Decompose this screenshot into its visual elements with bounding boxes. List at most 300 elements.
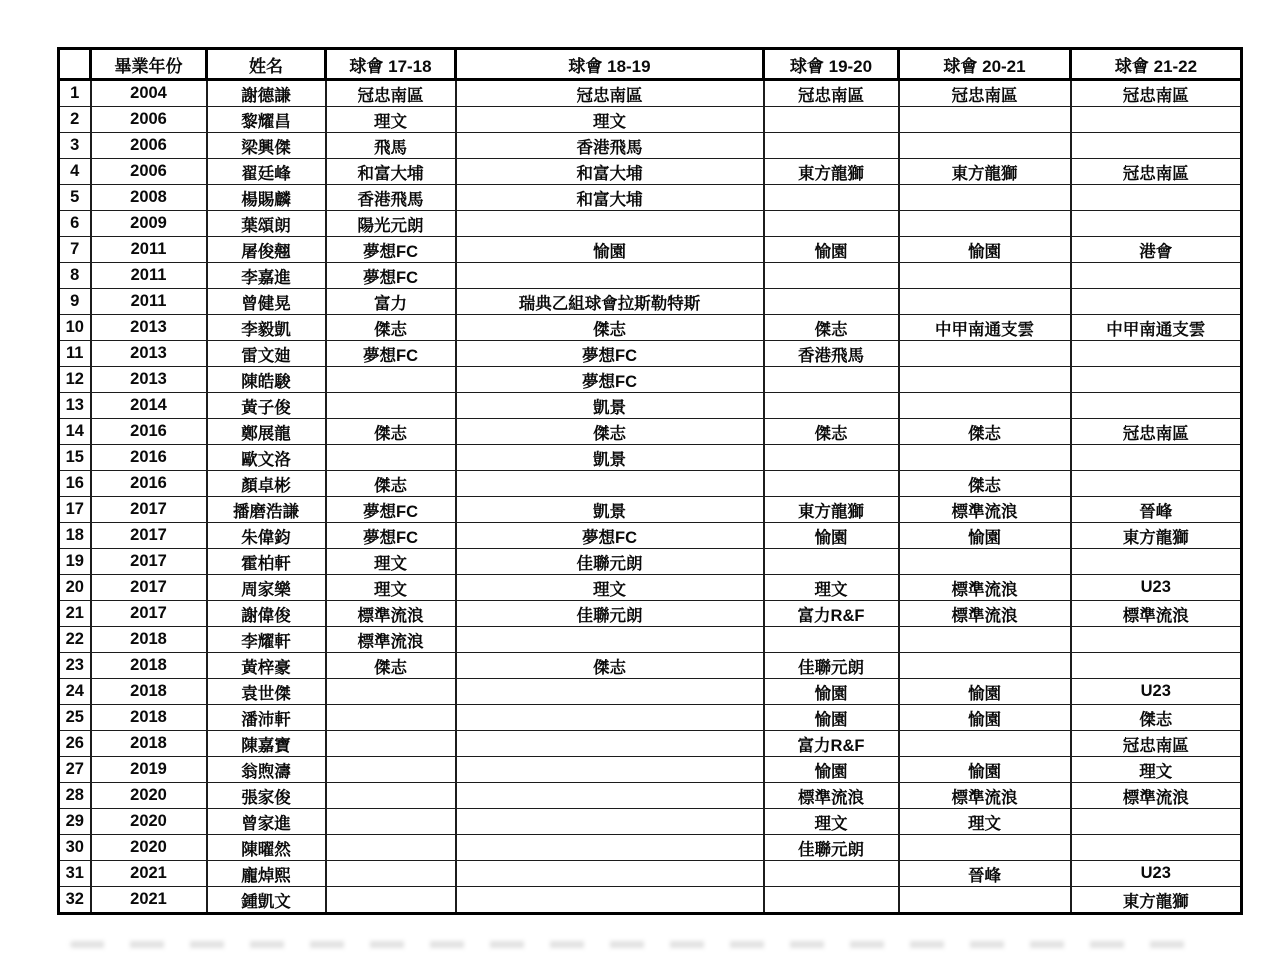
table-row (59, 393, 1242, 419)
cell-row-number: 8 (59, 263, 91, 289)
table-row (59, 627, 1242, 653)
cell-club-18-19 (456, 809, 764, 835)
cell-club-17-18: 陽光元朗 (326, 211, 456, 237)
cell-club-18-19 (456, 263, 764, 289)
cell-club-17-18 (326, 731, 456, 757)
cell-row-number: 14 (59, 419, 91, 445)
cell-club-20-21 (899, 289, 1071, 315)
cell-club-18-19 (456, 887, 764, 914)
table-row (59, 653, 1242, 679)
cell-club-18-19: 瑞典乙組球會拉斯勒特斯 (456, 289, 764, 315)
cell-club-21-22 (1071, 289, 1242, 315)
table-row (59, 783, 1242, 809)
table-row (59, 445, 1242, 471)
cell-club-19-20: 佳聯元朗 (764, 653, 899, 679)
cell-player-name: 翟廷峰 (207, 159, 326, 185)
cell-club-17-18: 夢想FC (326, 237, 456, 263)
cell-club-19-20 (764, 289, 899, 315)
header-club-18-19: 球會 18-19 (456, 49, 764, 80)
cell-row-number: 5 (59, 185, 91, 211)
header-club-20-21: 球會 20-21 (899, 49, 1071, 80)
cell-club-18-19: 傑志 (456, 419, 764, 445)
cell-club-19-20: 香港飛馬 (764, 341, 899, 367)
cell-player-name: 曾健晃 (207, 289, 326, 315)
cell-grad-year: 2008 (91, 185, 207, 211)
cell-row-number: 28 (59, 783, 91, 809)
cell-club-18-19: 凱景 (456, 497, 764, 523)
cell-club-20-21 (899, 107, 1071, 133)
cell-club-20-21: 東方龍獅 (899, 159, 1071, 185)
cell-club-21-22: 冠忠南區 (1071, 159, 1242, 185)
cell-row-number: 29 (59, 809, 91, 835)
table-row (59, 497, 1242, 523)
cell-grad-year: 2016 (91, 419, 207, 445)
cell-club-17-18: 冠忠南區 (326, 80, 456, 107)
cell-club-19-20: 東方龍獅 (764, 159, 899, 185)
cell-club-17-18: 和富大埔 (326, 159, 456, 185)
cell-club-21-22: 東方龍獅 (1071, 523, 1242, 549)
cell-row-number: 1 (59, 80, 91, 107)
cell-club-18-19: 佳聯元朗 (456, 601, 764, 627)
cell-club-19-20 (764, 367, 899, 393)
cell-player-name: 顏卓彬 (207, 471, 326, 497)
cell-row-number: 18 (59, 523, 91, 549)
cell-row-number: 3 (59, 133, 91, 159)
cell-row-number: 9 (59, 289, 91, 315)
cell-club-21-22 (1071, 341, 1242, 367)
cell-club-18-19: 夢想FC (456, 523, 764, 549)
cell-club-21-22: 理文 (1071, 757, 1242, 783)
cell-player-name: 鍾凱文 (207, 887, 326, 914)
cell-club-19-20 (764, 861, 899, 887)
cell-club-20-21 (899, 731, 1071, 757)
table-row (59, 679, 1242, 705)
cell-club-19-20 (764, 445, 899, 471)
cell-club-19-20: 冠忠南區 (764, 80, 899, 107)
cell-club-18-19 (456, 861, 764, 887)
cell-club-19-20 (764, 107, 899, 133)
cell-player-name: 謝德謙 (207, 80, 326, 107)
table-row (59, 367, 1242, 393)
table-row (59, 575, 1242, 601)
cell-club-18-19: 理文 (456, 107, 764, 133)
cell-row-number: 13 (59, 393, 91, 419)
cell-row-number: 24 (59, 679, 91, 705)
cell-club-21-22: 冠忠南區 (1071, 731, 1242, 757)
cell-row-number: 4 (59, 159, 91, 185)
header-club-19-20: 球會 19-20 (764, 49, 899, 80)
cell-club-21-22: 港會 (1071, 237, 1242, 263)
cell-grad-year: 2017 (91, 497, 207, 523)
table-row (59, 419, 1242, 445)
cell-player-name: 雷文廸 (207, 341, 326, 367)
cell-club-17-18 (326, 679, 456, 705)
cell-club-21-22 (1071, 835, 1242, 861)
cell-player-name: 陳嘉寶 (207, 731, 326, 757)
cell-club-19-20: 愉園 (764, 705, 899, 731)
table-row (59, 549, 1242, 575)
cell-club-20-21 (899, 367, 1071, 393)
cell-club-21-22: 中甲南通支雲 (1071, 315, 1242, 341)
cell-club-20-21: 愉園 (899, 523, 1071, 549)
cell-player-name: 潘沛軒 (207, 705, 326, 731)
cell-row-number: 2 (59, 107, 91, 133)
cell-row-number: 17 (59, 497, 91, 523)
cell-grad-year: 2017 (91, 575, 207, 601)
table-row (59, 289, 1242, 315)
cell-club-20-21 (899, 653, 1071, 679)
cell-player-name: 歐文洛 (207, 445, 326, 471)
table-row (59, 887, 1242, 914)
cell-grad-year: 2011 (91, 263, 207, 289)
cell-grad-year: 2021 (91, 861, 207, 887)
cell-club-18-19 (456, 835, 764, 861)
cell-grad-year: 2020 (91, 809, 207, 835)
cell-club-17-18 (326, 757, 456, 783)
header-blank (59, 49, 91, 80)
cell-club-18-19 (456, 783, 764, 809)
table-row (59, 263, 1242, 289)
cell-grad-year: 2018 (91, 679, 207, 705)
cell-club-19-20 (764, 627, 899, 653)
table-row (59, 341, 1242, 367)
table-row (59, 861, 1242, 887)
table-row (59, 809, 1242, 835)
cell-row-number: 21 (59, 601, 91, 627)
cell-club-20-21: 標準流浪 (899, 497, 1071, 523)
cell-grad-year: 2018 (91, 705, 207, 731)
header-club-17-18: 球會 17-18 (326, 49, 456, 80)
cell-club-21-22: U23 (1071, 575, 1242, 601)
cell-row-number: 16 (59, 471, 91, 497)
cell-club-19-20 (764, 263, 899, 289)
scan-artifact (70, 941, 1210, 948)
table-row (59, 159, 1242, 185)
cell-player-name: 袁世傑 (207, 679, 326, 705)
cell-club-17-18 (326, 861, 456, 887)
cell-club-19-20: 傑志 (764, 315, 899, 341)
cell-club-20-21 (899, 627, 1071, 653)
cell-club-19-20 (764, 471, 899, 497)
table-row (59, 731, 1242, 757)
cell-grad-year: 2018 (91, 653, 207, 679)
cell-club-17-18: 夢想FC (326, 341, 456, 367)
cell-club-21-22 (1071, 549, 1242, 575)
cell-player-name: 朱偉鈞 (207, 523, 326, 549)
cell-row-number: 32 (59, 887, 91, 914)
cell-row-number: 20 (59, 575, 91, 601)
cell-grad-year: 2006 (91, 159, 207, 185)
table-row (59, 80, 1242, 107)
cell-grad-year: 2020 (91, 783, 207, 809)
cell-player-name: 李嘉進 (207, 263, 326, 289)
cell-club-20-21 (899, 341, 1071, 367)
cell-club-17-18 (326, 367, 456, 393)
cell-row-number: 25 (59, 705, 91, 731)
cell-club-18-19 (456, 757, 764, 783)
cell-row-number: 26 (59, 731, 91, 757)
cell-player-name: 張家俊 (207, 783, 326, 809)
cell-club-19-20: 愉園 (764, 237, 899, 263)
cell-club-20-21: 愉園 (899, 237, 1071, 263)
cell-grad-year: 2020 (91, 835, 207, 861)
cell-club-18-19 (456, 705, 764, 731)
table-row (59, 757, 1242, 783)
cell-club-17-18: 夢想FC (326, 263, 456, 289)
cell-club-18-19: 冠忠南區 (456, 80, 764, 107)
cell-row-number: 23 (59, 653, 91, 679)
cell-club-19-20: 佳聯元朗 (764, 835, 899, 861)
cell-club-19-20: 富力R&F (764, 601, 899, 627)
cell-row-number: 7 (59, 237, 91, 263)
cell-club-17-18: 香港飛馬 (326, 185, 456, 211)
cell-club-18-19: 傑志 (456, 315, 764, 341)
cell-club-20-21: 中甲南通支雲 (899, 315, 1071, 341)
cell-grad-year: 2017 (91, 523, 207, 549)
cell-club-17-18: 理文 (326, 575, 456, 601)
cell-club-17-18: 富力 (326, 289, 456, 315)
cell-club-17-18 (326, 783, 456, 809)
cell-player-name: 龐焯熙 (207, 861, 326, 887)
cell-club-19-20: 傑志 (764, 419, 899, 445)
table-row (59, 471, 1242, 497)
cell-club-20-21 (899, 185, 1071, 211)
cell-player-name: 黃子俊 (207, 393, 326, 419)
cell-club-18-19 (456, 627, 764, 653)
cell-player-name: 黃梓豪 (207, 653, 326, 679)
cell-club-17-18: 理文 (326, 107, 456, 133)
cell-club-21-22 (1071, 627, 1242, 653)
cell-club-21-22: 冠忠南區 (1071, 80, 1242, 107)
cell-club-21-22 (1071, 445, 1242, 471)
cell-grad-year: 2016 (91, 471, 207, 497)
cell-row-number: 10 (59, 315, 91, 341)
cell-club-19-20: 標準流浪 (764, 783, 899, 809)
cell-player-name: 陳皓駿 (207, 367, 326, 393)
table-row (59, 835, 1242, 861)
cell-club-21-22 (1071, 133, 1242, 159)
cell-grad-year: 2004 (91, 80, 207, 107)
cell-player-name: 陳曜然 (207, 835, 326, 861)
cell-club-20-21: 晉峰 (899, 861, 1071, 887)
cell-club-17-18 (326, 393, 456, 419)
cell-grad-year: 2011 (91, 237, 207, 263)
cell-row-number: 22 (59, 627, 91, 653)
cell-club-21-22 (1071, 367, 1242, 393)
cell-player-name: 梁興傑 (207, 133, 326, 159)
table-row (59, 601, 1242, 627)
table-row (59, 133, 1242, 159)
cell-row-number: 31 (59, 861, 91, 887)
cell-player-name: 葉頌朗 (207, 211, 326, 237)
cell-club-21-22: 標準流浪 (1071, 783, 1242, 809)
cell-club-18-19: 香港飛馬 (456, 133, 764, 159)
cell-club-21-22: 傑志 (1071, 705, 1242, 731)
cell-club-18-19: 和富大埔 (456, 185, 764, 211)
cell-club-21-22 (1071, 653, 1242, 679)
cell-club-18-19: 傑志 (456, 653, 764, 679)
cell-club-17-18: 理文 (326, 549, 456, 575)
cell-club-20-21 (899, 887, 1071, 914)
cell-club-19-20 (764, 133, 899, 159)
cell-club-17-18: 夢想FC (326, 523, 456, 549)
cell-player-name: 黎耀昌 (207, 107, 326, 133)
cell-player-name: 李耀軒 (207, 627, 326, 653)
cell-club-21-22: 東方龍獅 (1071, 887, 1242, 914)
cell-club-20-21 (899, 549, 1071, 575)
cell-grad-year: 2013 (91, 341, 207, 367)
cell-club-21-22 (1071, 471, 1242, 497)
cell-row-number: 12 (59, 367, 91, 393)
cell-club-18-19 (456, 211, 764, 237)
cell-row-number: 6 (59, 211, 91, 237)
cell-club-21-22 (1071, 211, 1242, 237)
cell-player-name: 周家樂 (207, 575, 326, 601)
cell-row-number: 30 (59, 835, 91, 861)
cell-club-19-20: 愉園 (764, 757, 899, 783)
cell-club-21-22 (1071, 263, 1242, 289)
cell-club-18-19: 凱景 (456, 445, 764, 471)
cell-club-21-22: U23 (1071, 861, 1242, 887)
cell-club-20-21 (899, 445, 1071, 471)
cell-club-17-18: 標準流浪 (326, 601, 456, 627)
cell-club-20-21: 愉園 (899, 705, 1071, 731)
cell-club-20-21: 理文 (899, 809, 1071, 835)
cell-row-number: 19 (59, 549, 91, 575)
cell-player-name: 翁煦濤 (207, 757, 326, 783)
cell-club-20-21 (899, 211, 1071, 237)
cell-club-19-20 (764, 185, 899, 211)
cell-club-20-21: 愉園 (899, 757, 1071, 783)
header-club-21-22: 球會 21-22 (1071, 49, 1242, 80)
cell-club-20-21: 標準流浪 (899, 601, 1071, 627)
cell-club-19-20: 富力R&F (764, 731, 899, 757)
cell-club-17-18: 傑志 (326, 471, 456, 497)
cell-player-name: 霍柏軒 (207, 549, 326, 575)
cell-club-18-19 (456, 679, 764, 705)
cell-club-20-21 (899, 133, 1071, 159)
cell-player-name: 楊賜麟 (207, 185, 326, 211)
cell-player-name: 謝偉俊 (207, 601, 326, 627)
cell-club-19-20: 愉園 (764, 679, 899, 705)
cell-row-number: 11 (59, 341, 91, 367)
cell-club-21-22: 冠忠南區 (1071, 419, 1242, 445)
cell-club-21-22: 晉峰 (1071, 497, 1242, 523)
header-name: 姓名 (207, 49, 326, 80)
cell-club-19-20 (764, 211, 899, 237)
cell-club-21-22 (1071, 393, 1242, 419)
cell-club-20-21 (899, 393, 1071, 419)
cell-club-21-22 (1071, 185, 1242, 211)
cell-club-20-21: 冠忠南區 (899, 80, 1071, 107)
cell-club-20-21: 標準流浪 (899, 575, 1071, 601)
cell-club-17-18: 傑志 (326, 419, 456, 445)
header-grad-year: 畢業年份 (91, 49, 207, 80)
cell-club-17-18: 夢想FC (326, 497, 456, 523)
cell-club-17-18: 標準流浪 (326, 627, 456, 653)
cell-grad-year: 2019 (91, 757, 207, 783)
table-row (59, 211, 1242, 237)
cell-club-19-20 (764, 887, 899, 914)
table-row (59, 107, 1242, 133)
table-row (59, 705, 1242, 731)
cell-grad-year: 2006 (91, 133, 207, 159)
cell-grad-year: 2016 (91, 445, 207, 471)
cell-club-21-22: 標準流浪 (1071, 601, 1242, 627)
cell-club-20-21: 愉園 (899, 679, 1071, 705)
cell-club-18-19 (456, 731, 764, 757)
table-body (59, 80, 1242, 914)
cell-grad-year: 2006 (91, 107, 207, 133)
cell-club-21-22: U23 (1071, 679, 1242, 705)
cell-club-19-20 (764, 549, 899, 575)
cell-grad-year: 2021 (91, 887, 207, 914)
cell-club-20-21: 傑志 (899, 471, 1071, 497)
cell-club-17-18 (326, 705, 456, 731)
cell-club-17-18: 飛馬 (326, 133, 456, 159)
cell-club-18-19 (456, 471, 764, 497)
cell-club-17-18: 傑志 (326, 653, 456, 679)
cell-club-18-19: 理文 (456, 575, 764, 601)
cell-grad-year: 2017 (91, 601, 207, 627)
cell-club-17-18: 傑志 (326, 315, 456, 341)
cell-club-18-19: 愉園 (456, 237, 764, 263)
cell-club-19-20 (764, 393, 899, 419)
cell-club-21-22 (1071, 107, 1242, 133)
cell-player-name: 曾家進 (207, 809, 326, 835)
cell-grad-year: 2018 (91, 627, 207, 653)
table-row (59, 237, 1242, 263)
cell-club-17-18 (326, 887, 456, 914)
cell-grad-year: 2018 (91, 731, 207, 757)
cell-club-18-19: 佳聯元朗 (456, 549, 764, 575)
table-row (59, 185, 1242, 211)
cell-grad-year: 2009 (91, 211, 207, 237)
cell-club-18-19: 凱景 (456, 393, 764, 419)
cell-grad-year: 2013 (91, 315, 207, 341)
cell-club-20-21 (899, 835, 1071, 861)
cell-player-name: 播磨浩謙 (207, 497, 326, 523)
cell-player-name: 屠俊翹 (207, 237, 326, 263)
cell-club-20-21: 傑志 (899, 419, 1071, 445)
cell-grad-year: 2017 (91, 549, 207, 575)
table-row (59, 315, 1242, 341)
cell-club-17-18 (326, 835, 456, 861)
cell-club-18-19: 和富大埔 (456, 159, 764, 185)
cell-club-18-19: 夢想FC (456, 341, 764, 367)
cell-club-17-18 (326, 445, 456, 471)
cell-grad-year: 2011 (91, 289, 207, 315)
cell-player-name: 鄭展龍 (207, 419, 326, 445)
header-row (59, 49, 1242, 80)
cell-grad-year: 2013 (91, 367, 207, 393)
table-header (59, 49, 1242, 80)
cell-club-18-19: 夢想FC (456, 367, 764, 393)
cell-row-number: 27 (59, 757, 91, 783)
table-row (59, 523, 1242, 549)
player-club-table (57, 47, 1243, 915)
cell-row-number: 15 (59, 445, 91, 471)
cell-club-20-21 (899, 263, 1071, 289)
cell-player-name: 李毅凱 (207, 315, 326, 341)
cell-club-17-18 (326, 809, 456, 835)
cell-club-19-20: 理文 (764, 809, 899, 835)
cell-club-19-20: 理文 (764, 575, 899, 601)
cell-club-19-20: 東方龍獅 (764, 497, 899, 523)
cell-grad-year: 2014 (91, 393, 207, 419)
cell-club-20-21: 標準流浪 (899, 783, 1071, 809)
cell-club-19-20: 愉園 (764, 523, 899, 549)
